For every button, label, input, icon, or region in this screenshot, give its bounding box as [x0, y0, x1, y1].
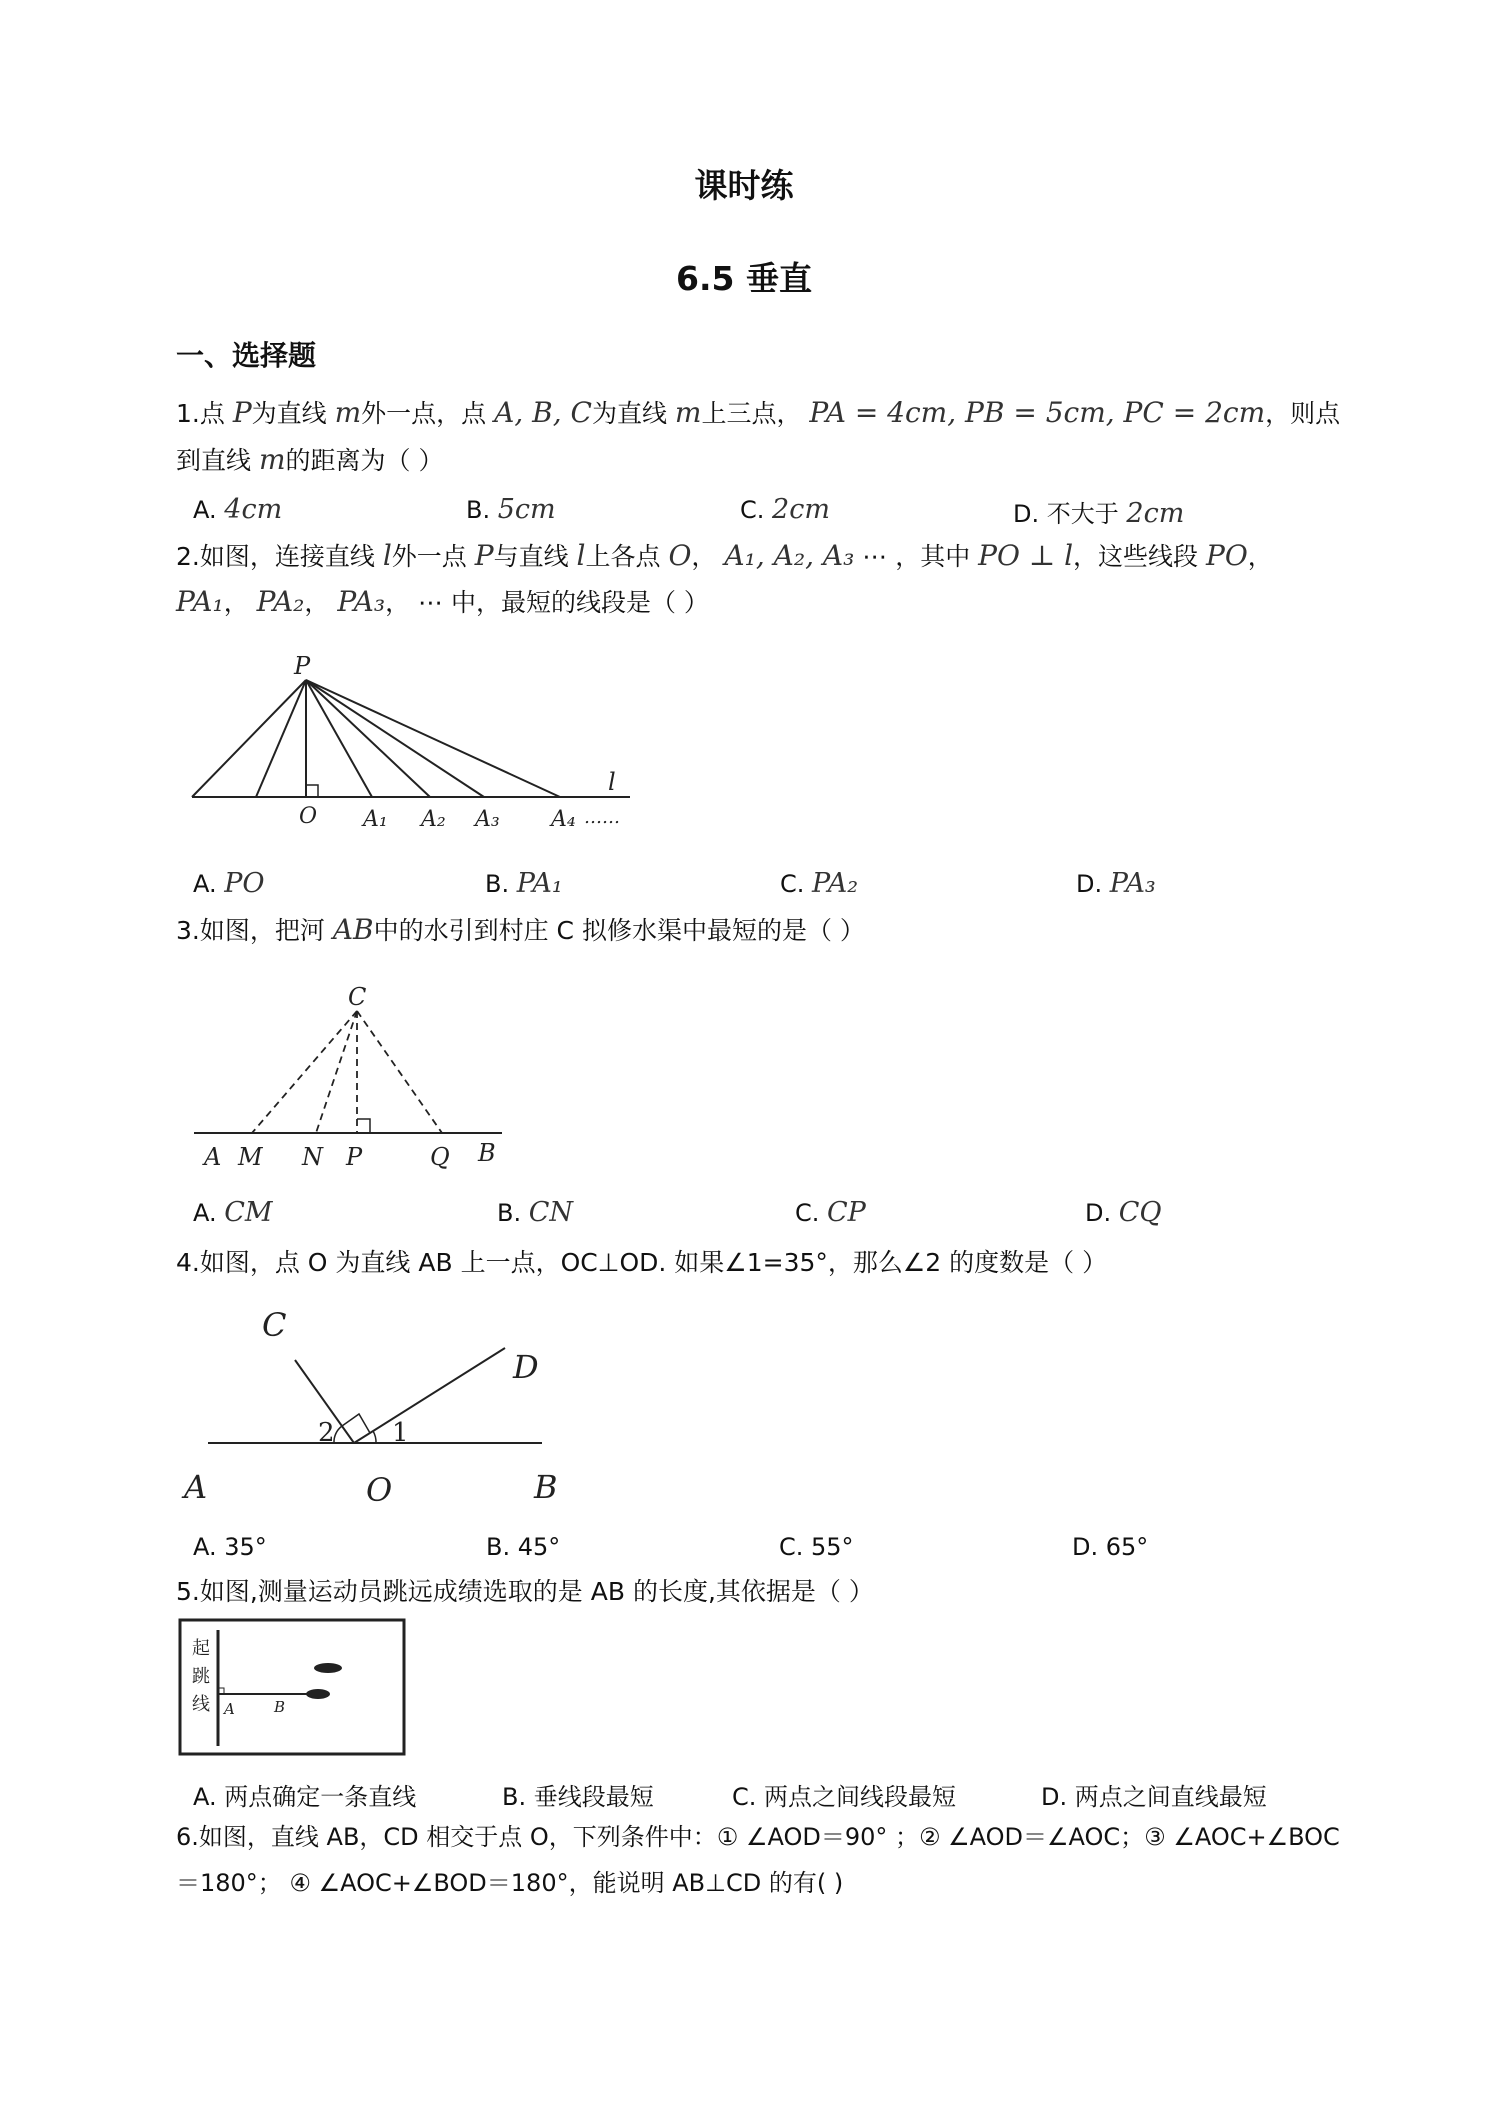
segment-pa4 [306, 680, 560, 797]
continuation-dots: …… [584, 807, 620, 828]
label-q: Q [430, 1143, 450, 1171]
label-b: B [534, 1468, 558, 1506]
right-angle-mark [357, 1119, 370, 1133]
q1-option-d[interactable]: D. 不大于 2cm [1013, 498, 1185, 529]
right-angle-mark [342, 1414, 370, 1433]
q5-stem-line1: 5.如图,测量运动员跳远成绩选取的是 AB 的长度,其依据是（ ） [176, 1577, 874, 1606]
q5-figure [178, 1618, 408, 1758]
segment [256, 680, 306, 797]
label-a1: A₁ [363, 807, 388, 832]
q3-option-d[interactable]: D. CQ [1085, 1197, 1162, 1228]
q6-stem-line1: 6.如图，直线 AB，CD 相交于点 O，下列条件中：① ∠AOD＝90° ；② ∠AOD＝∠AOC；③ ∠AOC+∠BOC [176, 1823, 1340, 1851]
q1-stem-line2: 到直线 m的距离为（ ） [176, 443, 444, 476]
label-a: A [204, 1143, 222, 1171]
label-a: A [224, 1700, 235, 1718]
label-p: P [346, 1143, 363, 1171]
label-a2: A₂ [421, 807, 446, 832]
q2-number: 2. [176, 542, 200, 571]
label-angle-2: 2 [318, 1418, 335, 1448]
q5-option-c[interactable]: C. 两点之间线段最短 [732, 1783, 957, 1811]
label-o: O [366, 1471, 393, 1509]
footprint-icon [314, 1663, 342, 1673]
q1-option-c[interactable]: C. 2cm [740, 494, 830, 525]
q2-option-c[interactable]: C. PA₂ [780, 868, 859, 899]
q2-figure [180, 650, 640, 850]
section-heading: 一、选择题 [176, 339, 317, 372]
q3-figure [180, 975, 520, 1175]
label-a4: A₄ [551, 807, 576, 832]
label-l: l [608, 768, 616, 796]
q2-option-b[interactable]: B. PA₁ [485, 868, 563, 899]
q4-figure [180, 1300, 600, 1515]
ray-od [354, 1348, 505, 1443]
label-angle-1: 1 [392, 1418, 409, 1448]
q3-option-b[interactable]: B. CN [497, 1197, 574, 1228]
q3-stem-line1: 3.如图，把河 AB中的水引到村庄 C 拟修水渠中最短的是（ ） [176, 913, 865, 946]
label-qi: 起 [192, 1638, 210, 1659]
q1-stem-line1: 1.点 P为直线 m外一点，点 A, B, C为直线 m上三点， PA = 4cm, PB = 5cm, PC = 2cm，则点 [176, 396, 1341, 429]
segment-cn [316, 1011, 357, 1133]
label-m: M [238, 1143, 263, 1171]
q4-option-d[interactable]: D. 65° [1072, 1533, 1149, 1561]
page-title: 课时练 [694, 166, 794, 205]
angle-1-arc [373, 1431, 376, 1443]
segment-cm [252, 1011, 357, 1133]
label-b: B [274, 1698, 286, 1716]
angle-2-arc [334, 1426, 342, 1443]
q3-number: 3. [176, 916, 200, 945]
segment-pa3 [306, 680, 484, 797]
label-c: C [262, 1306, 287, 1344]
q2-option-a[interactable]: A. PO [193, 868, 265, 899]
q5-option-a[interactable]: A. 两点确定一条直线 [193, 1783, 417, 1811]
label-c: C [348, 983, 367, 1011]
q2-option-d[interactable]: D. PA₃ [1076, 868, 1156, 899]
segment-pa1 [306, 680, 372, 797]
label-o: O [299, 804, 318, 829]
q5-option-d[interactable]: D. 两点之间直线最短 [1041, 1783, 1267, 1811]
q1-option-b[interactable]: B. 5cm [466, 494, 556, 525]
page-subtitle: 6.5 垂直 [676, 259, 812, 298]
label-n: N [302, 1143, 323, 1171]
q6-number: 6. [176, 1823, 199, 1851]
label-d: D [513, 1348, 539, 1386]
right-angle-mark [306, 785, 318, 797]
q3-option-a[interactable]: A. CM [193, 1197, 273, 1228]
segment-cq [357, 1011, 442, 1133]
label-a3: A₃ [475, 807, 500, 832]
q1-option-a[interactable]: A. 4cm [193, 494, 283, 525]
label-tiao: 跳 [192, 1666, 210, 1687]
label-a: A [184, 1468, 208, 1506]
q4-stem-line1: 4.如图，点 O 为直线 AB 上一点，OC⊥OD. 如果∠1=35°，那么∠2 的度数是（ ） [176, 1248, 1108, 1277]
q4-option-c[interactable]: C. 55° [779, 1533, 854, 1561]
q5-number: 5. [176, 1577, 200, 1606]
label-xian: 线 [192, 1694, 210, 1715]
q2-stem-line2: PA₁， PA₂， PA₃， ⋯ 中，最短的线段是（ ） [176, 585, 709, 618]
q6-stem-line2: ＝180°； ④ ∠AOC+∠BOD＝180°，能说明 AB⊥CD 的有( ) [176, 1869, 844, 1897]
q1-number: 1. [176, 399, 200, 428]
q3-option-c[interactable]: C. CP [795, 1197, 866, 1228]
label-p: P [294, 652, 311, 680]
q2-stem-line1: 2.如图，连接直线 l外一点 P与直线 l上各点 O， A₁, A₂, A₃ ⋯ ，其中 PO ⊥ l，这些线段 PO， [176, 539, 1273, 572]
q5-option-b[interactable]: B. 垂线段最短 [502, 1783, 654, 1811]
figure-frame [180, 1620, 404, 1754]
q4-number: 4. [176, 1248, 200, 1277]
q4-option-b[interactable]: B. 45° [486, 1533, 561, 1561]
footprint-icon [306, 1689, 330, 1699]
segment-pa2 [306, 680, 430, 797]
segment [192, 680, 306, 797]
label-b: B [478, 1139, 496, 1167]
q4-option-a[interactable]: A. 35° [193, 1533, 267, 1561]
